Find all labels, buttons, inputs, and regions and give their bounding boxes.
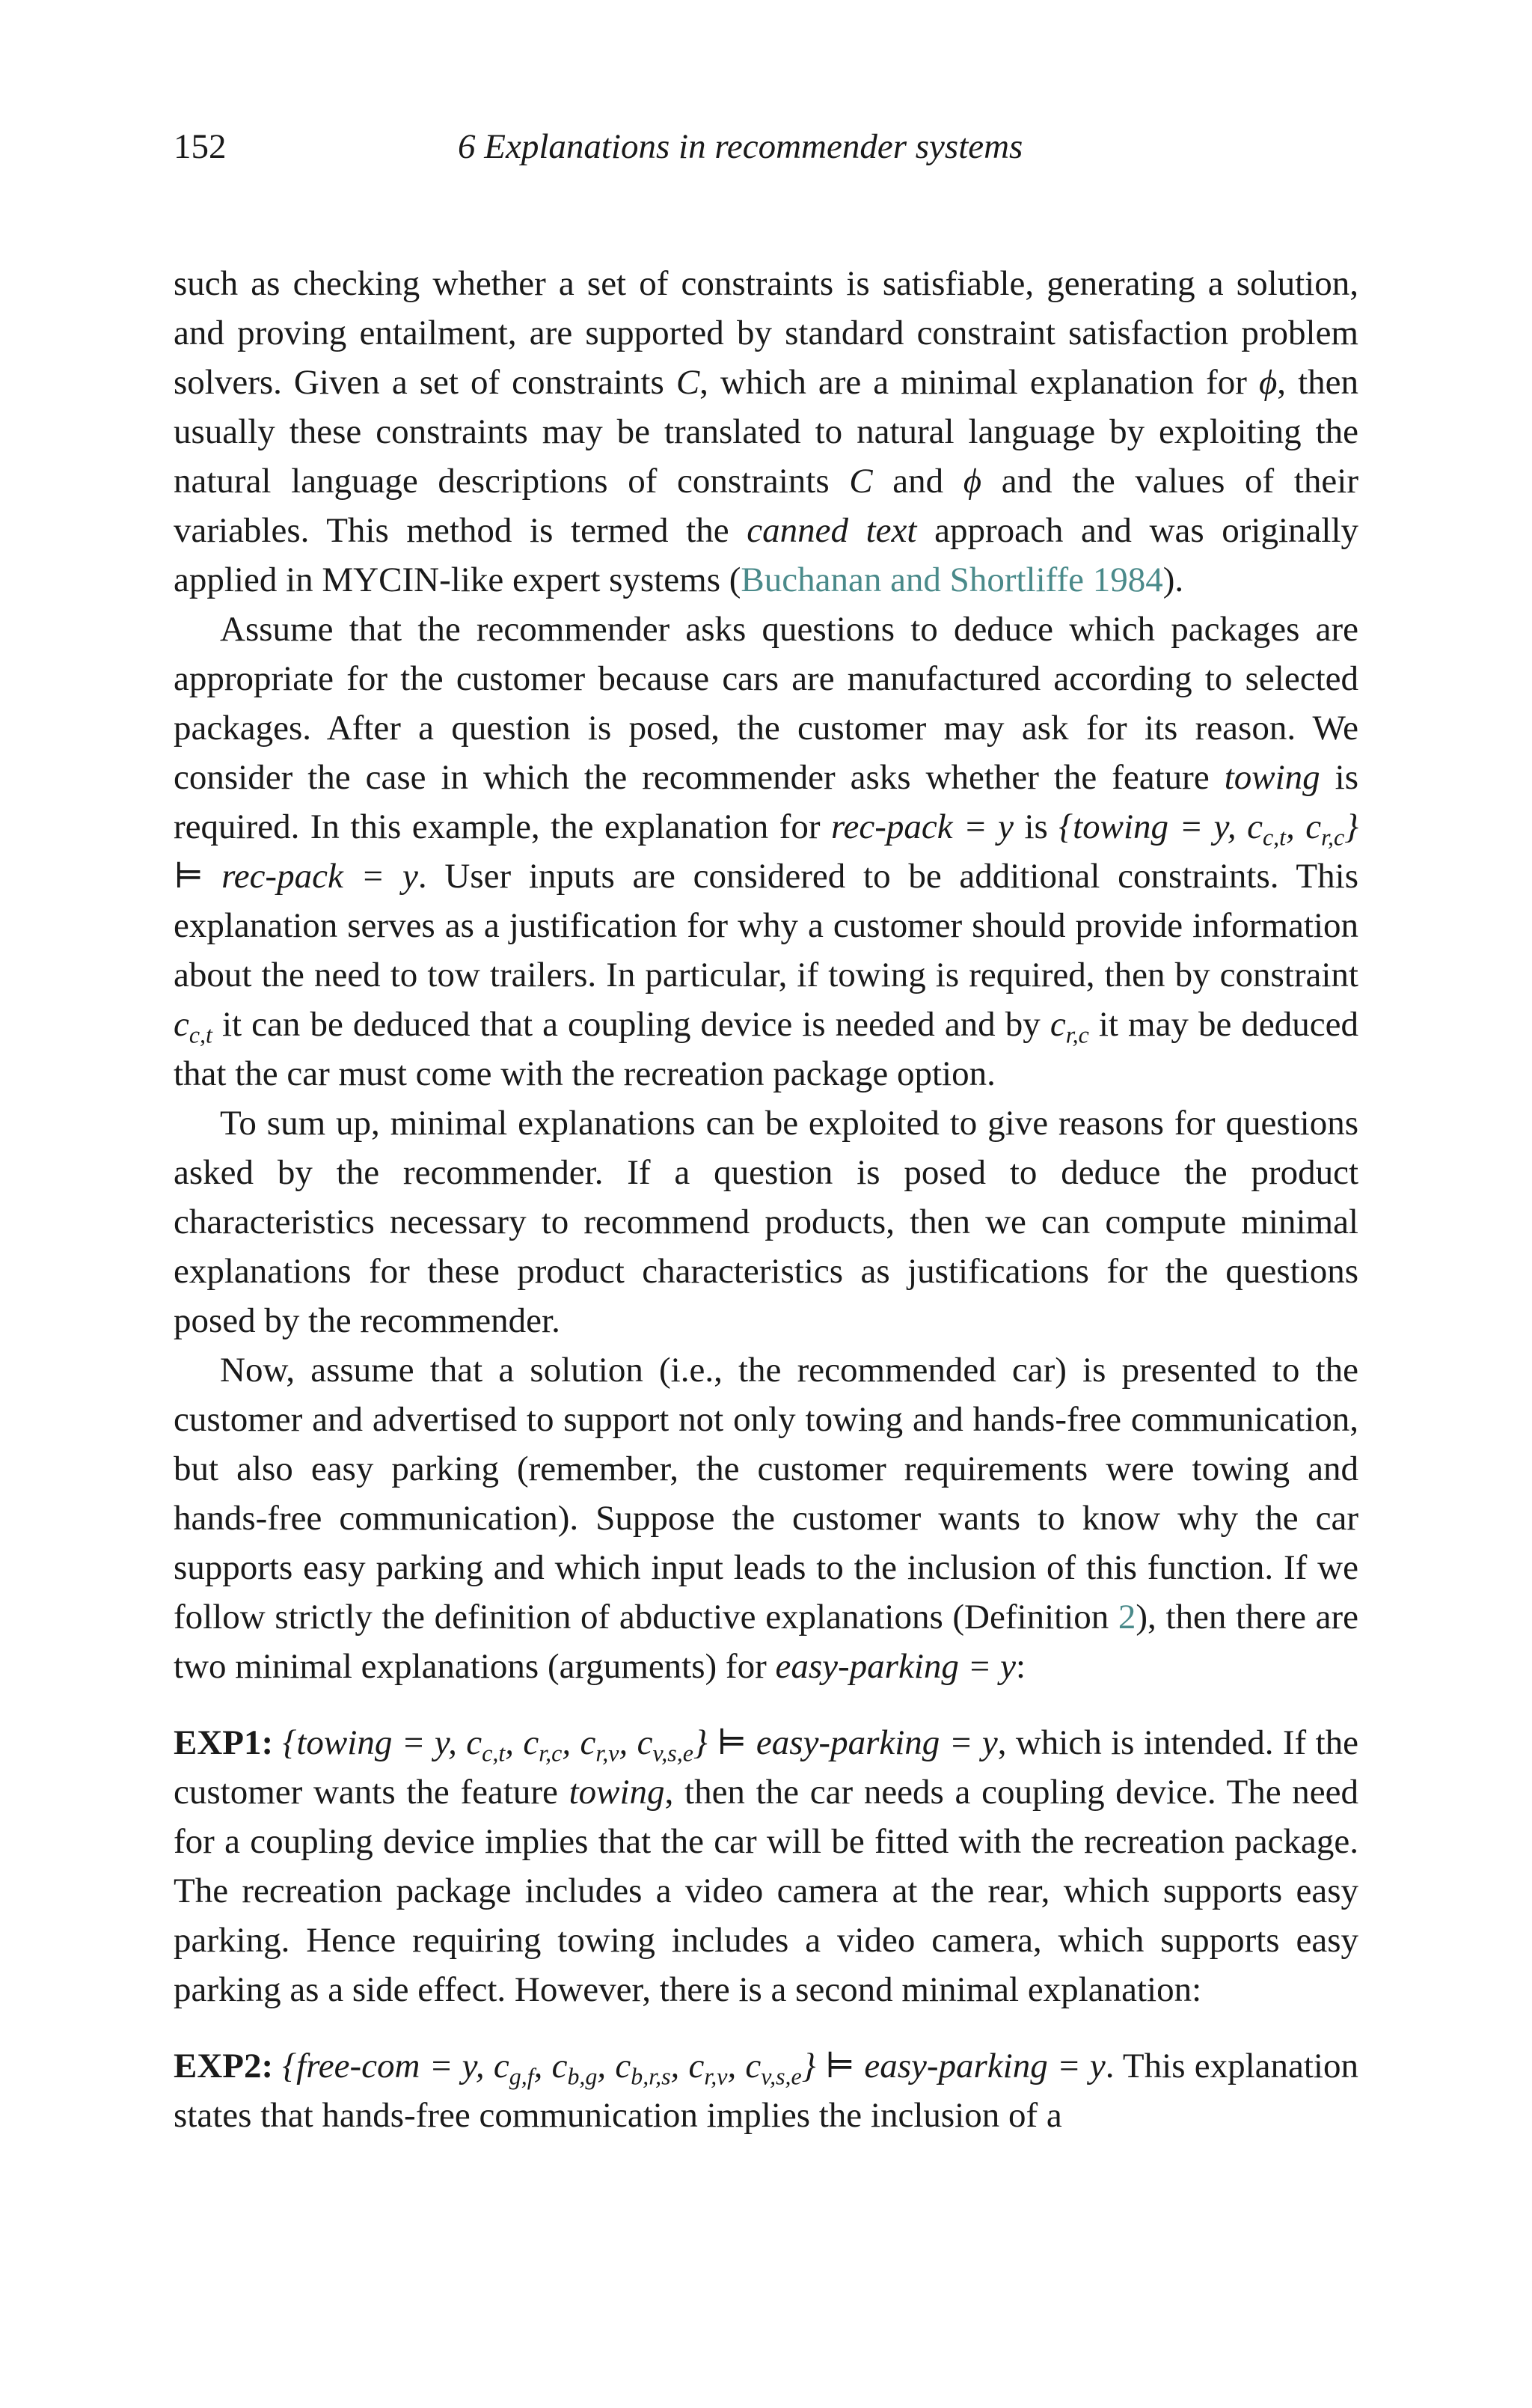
exp1-label: EXP1: <box>174 1723 274 1762</box>
paragraph-3: To sum up, minimal explanations can be exploited to give reasons for questions asked by the recommender. If a question is posed to deduce the product characteristics necessary to recommend products, then we can compute minimal explanations for these product characteristics as justifications for the questions posed by the recommender. <box>174 1104 1358 1340</box>
definition-reference-link[interactable]: 2 <box>1118 1598 1136 1637</box>
paragraph-1: such as checking whether a set of constraints is satisfiable, generating a solution, and proving entailment, are supported by standard constraint satisfaction problem solvers. Given a set of constraints C, which are a minimal explanation for ϕ, then usually these constraints may be translated to natural language by exploiting the natural language descriptions of constraints C and ϕ and the values of their variables. This method is termed the canned text approach and was originally applied in MYCIN-like expert systems (Buchanan and Shortliffe 1984). <box>174 264 1359 599</box>
exp2-label: EXP2: <box>174 2047 274 2085</box>
explanation-exp2: EXP2: {free-com = y, $c_{g,f}$, $c_{b,g}$, $c_{b,r,s}$, $c_{r,v}$, $c_{v,s,e}$} ⊨ easy-parking = y. This explanation states that hands-free communication implies the inclusion of a <box>174 2047 1358 2135</box>
body-text <box>174 259 1358 2140</box>
chapter-title: 6 Explanations in recommender systems <box>458 127 1023 166</box>
citation-link[interactable]: Buchanan and Shortliffe 1984 <box>741 560 1163 599</box>
paragraph-4: Now, assume that a solution (i.e., the recommended car) is presented to the customer and advertised to support not only towing and hands-free communication, but also easy parking (remember, the customer requirements were towing and hands-free communication). Suppose the customer wants to know why the car supports easy parking and which input leads to the inclusion of this function. If we follow strictly the definition of abductive explanations (Definition 2), then there are two minimal explanations (arguments) for easy-parking = y: <box>174 1351 1358 1686</box>
page-number: 152 <box>174 127 227 166</box>
paragraph-2: Assume that the recommender asks questions to deduce which packages are appropriate for the customer because cars are manufactured according to selected packages. After a question is posed, the customer may ask for its reason. We consider the case in which the recommender asks whether the feature towing is required. In this example, the explanation for rec-pack = y is {towing = y, $c_{c,t}$, $c_{r,c}$} ⊨ rec-pack = y. User inputs are considered to be additional constraints. This explanation serves as a justification for why a customer should provide information about the need to tow trailers. In particular, if towing is required, then by constraint $c_{c,t}$ it can be deduced that a coupling device is needed and by $c_{r,c}$ it may be deduced that the car must come with the recreation package option. <box>174 610 1359 1093</box>
running-head <box>174 124 1358 169</box>
explanation-exp1: EXP1: {towing = y, $c_{c,t}$, $c_{r,c}$, $c_{r,v}$, $c_{v,s,e}$} ⊨ easy-parking = y, which is intended. If the customer wants the feature towing, then the car needs a coupling device. The need for a coupling device implies that the car will be fitted with the recreation package. The recreation package includes a video camera at the rear, which supports easy parking. Hence requiring towing includes a video camera, which supports easy parking as a side effect. However, there is a second minimal explanation: <box>174 1723 1358 2009</box>
